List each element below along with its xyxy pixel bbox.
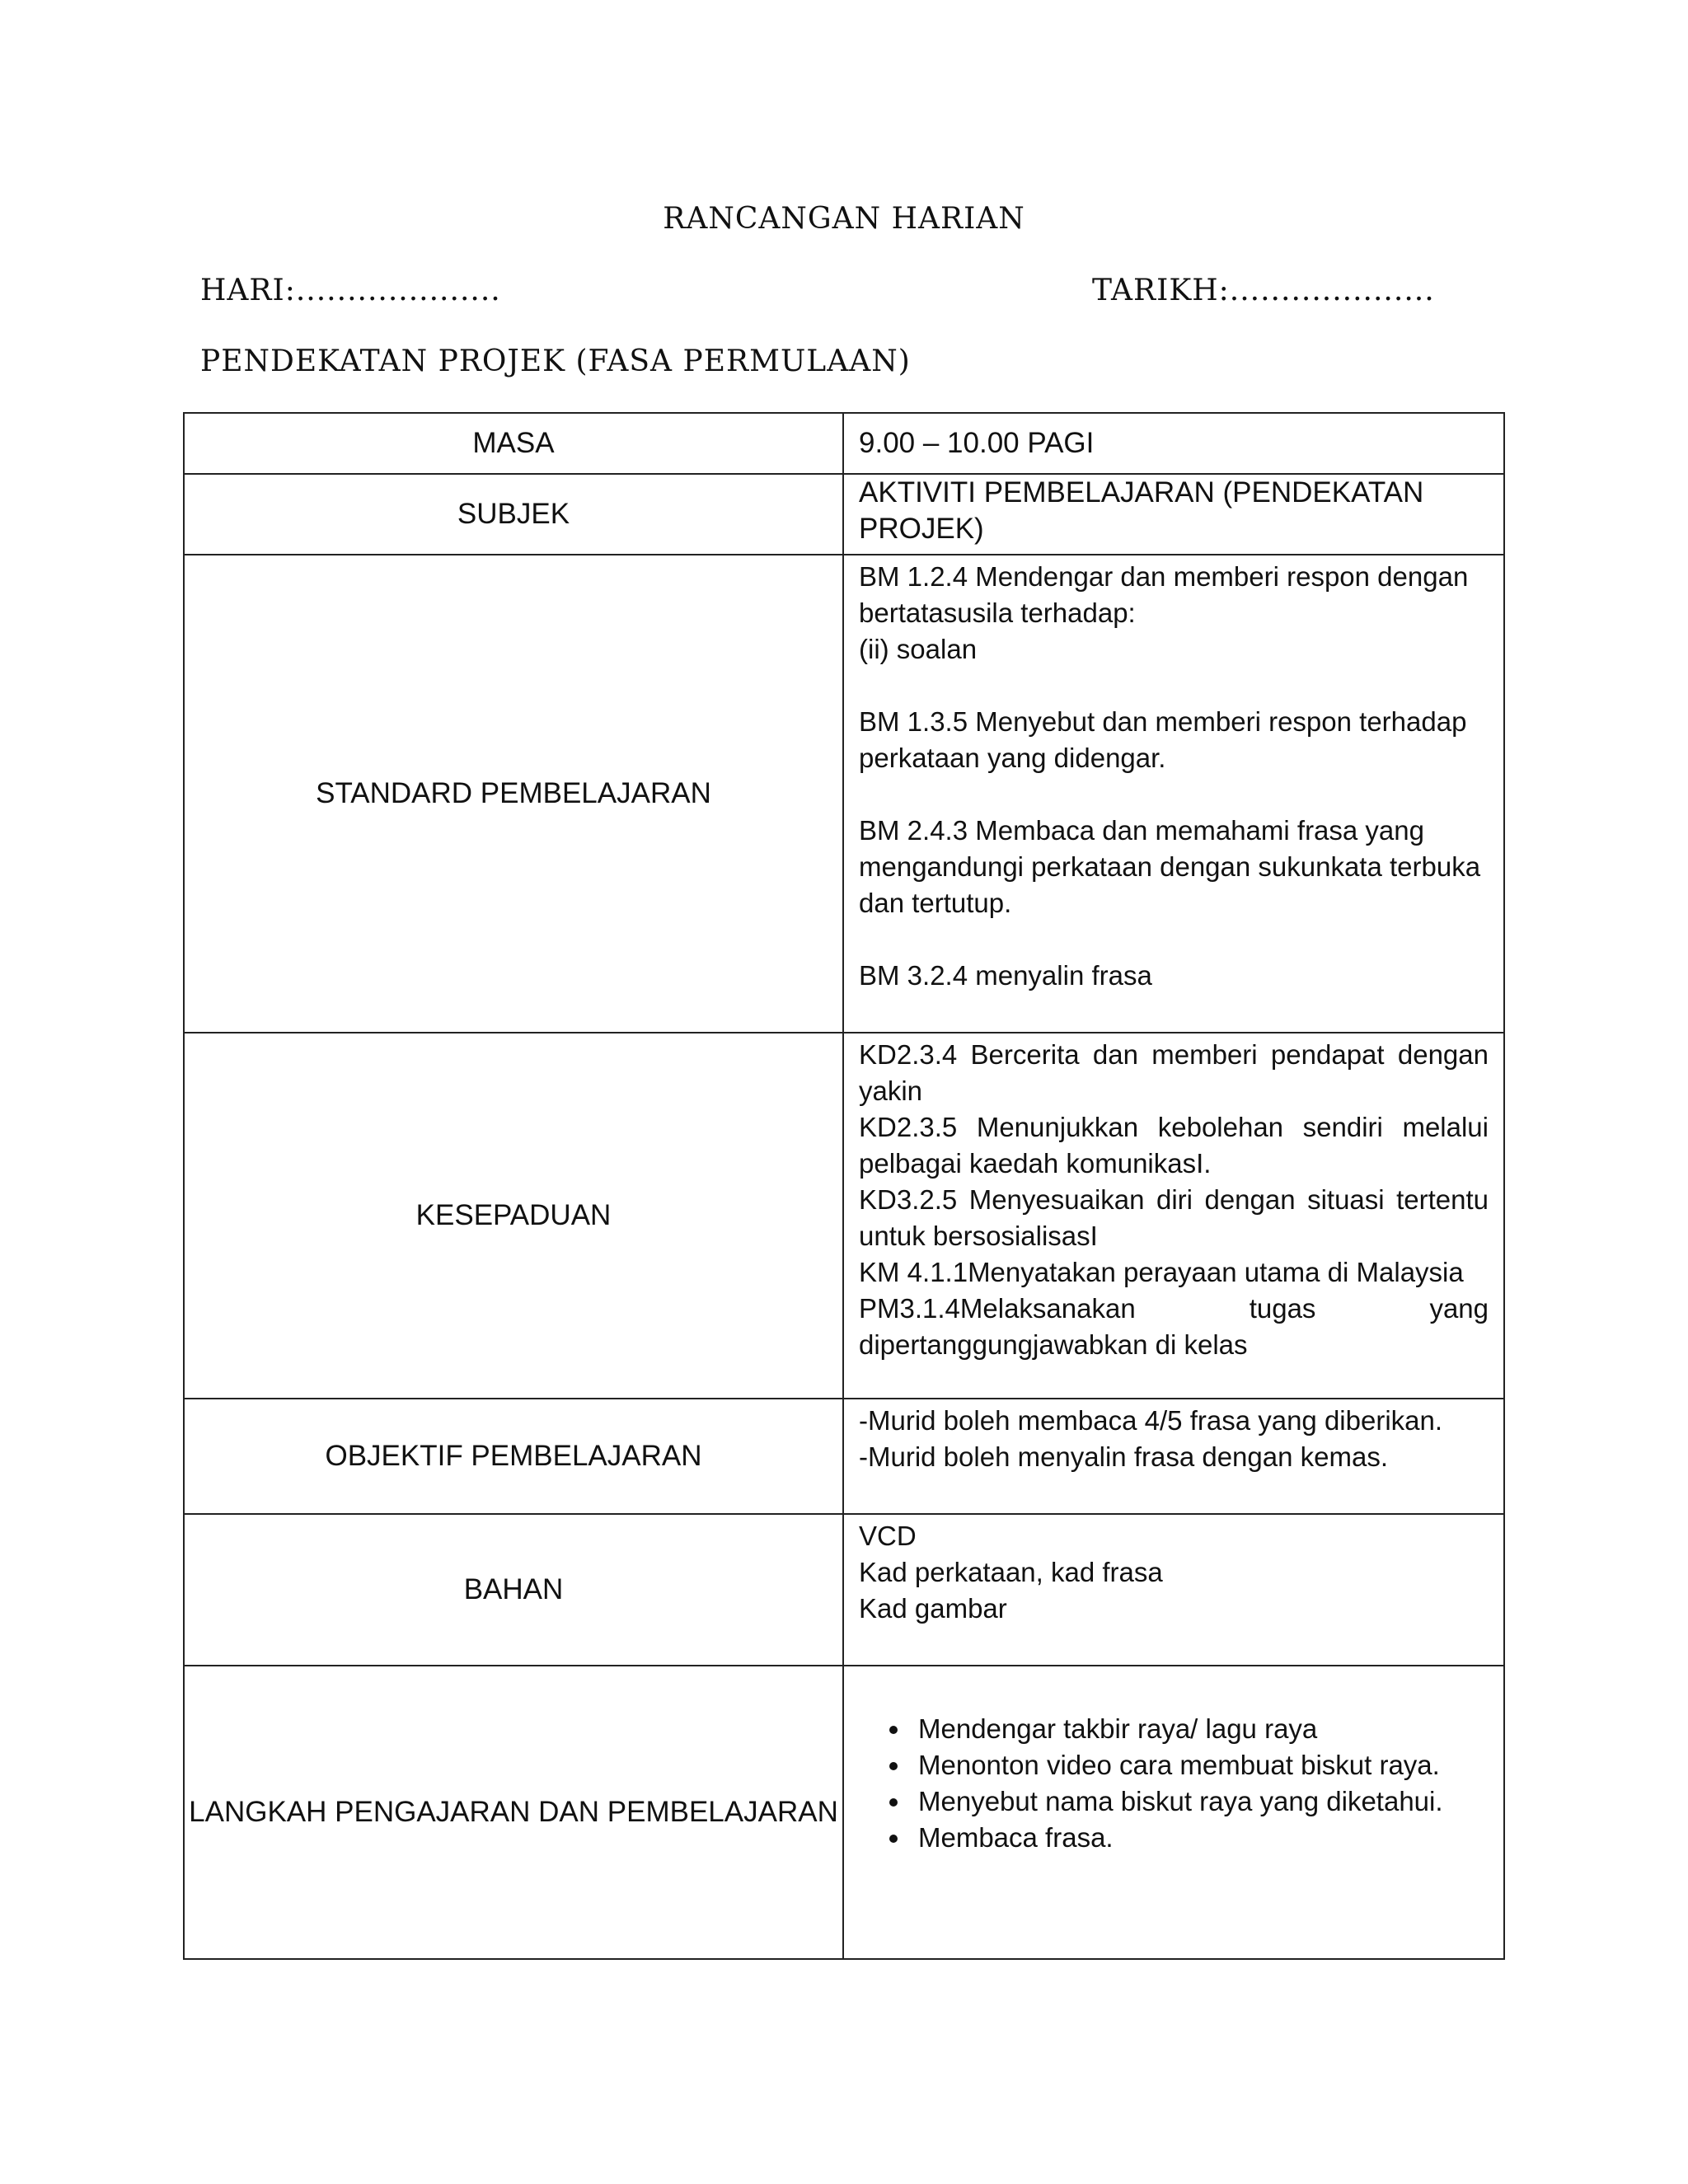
tarikh-field: TARIKH:.................... (1092, 274, 1435, 307)
langkah-label: LANGKAH PENGAJARAN DAN PEMBELAJARAN (184, 1666, 843, 1959)
kesepaduan-item: KD2.3.4 Bercerita dan memberi pendapat dengan yakin (859, 1039, 1489, 1106)
bahan-item: Kad gambar (859, 1593, 1007, 1624)
kesepaduan-item: dipertanggungjawabkan di kelas (859, 1329, 1248, 1360)
row-bahan (184, 1514, 1504, 1666)
standard-item: BM 2.4.3 Membaca dan memahami frasa yang mengandungi perkataan dengan sukunkata terbuka dan tertutup. (859, 815, 1481, 918)
kesepaduan-item: KM 4.1.1Menyatakan perayaan utama di Malaysia (859, 1257, 1464, 1287)
bahan-value (843, 1514, 1504, 1666)
objektif-label: OBJEKTIF PEMBELAJARAN (184, 1399, 843, 1514)
kesepaduan-label: KESEPADUAN (184, 1033, 843, 1399)
standard-item: BM 3.2.4 menyalin frasa (859, 960, 1152, 991)
approach-heading: PENDEKATAN PROJEK (FASA PERMULAAN) (200, 344, 911, 378)
langkah-item: • Menonton video cara membuat biskut raya. (912, 1747, 1489, 1783)
objektif-item: -Murid boleh menyalin frasa dengan kemas. (859, 1441, 1389, 1472)
langkah-value (843, 1666, 1504, 1959)
row-langkah (184, 1666, 1504, 1959)
kesepaduan-item: KD2.3.5 Menunjukkan kebolehan sendiri melalui pelbagai kaedah komunikasI. (859, 1112, 1489, 1179)
langkah-list (859, 1711, 1489, 1856)
bahan-label: BAHAN (184, 1514, 843, 1666)
objektif-value (843, 1399, 1504, 1514)
langkah-item: • Menyebut nama biskut raya yang diketahui. (912, 1783, 1489, 1820)
subjek-label: SUBJEK (184, 474, 843, 555)
standard-value (843, 555, 1504, 1033)
kesepaduan-value (843, 1033, 1504, 1399)
masa-value: 9.00 – 10.00 PAGI (843, 413, 1504, 474)
objektif-item: -Murid boleh membaca 4/5 frasa yang diberikan. (859, 1405, 1443, 1436)
row-kesepaduan (184, 1033, 1504, 1399)
hari-field: HARI:.................... (200, 274, 501, 307)
standard-label: STANDARD PEMBELAJARAN (184, 555, 843, 1033)
standard-item: (ii) soalan (859, 634, 978, 664)
langkah-item: • Mendengar takbir raya/ lagu raya (912, 1711, 1489, 1747)
row-masa (184, 413, 1504, 474)
kesepaduan-item: PM3.1.4Melaksanakan tugas yang (859, 1293, 1489, 1324)
row-subjek (184, 474, 1504, 555)
kesepaduan-item: KD3.2.5 Menyesuaikan diri dengan situasi tertentu untuk bersosialisasI (859, 1184, 1489, 1251)
row-objektif (184, 1399, 1504, 1514)
subjek-value: AKTIVITI PEMBELAJARAN (PENDEKATAN PROJEK) (843, 474, 1504, 555)
standard-item: BM 1.2.4 Mendengar dan memberi respon dengan bertatasusila terhadap: (859, 561, 1469, 628)
bahan-item: VCD (859, 1521, 917, 1551)
langkah-item: • Membaca frasa. (912, 1820, 1489, 1856)
row-standard (184, 555, 1504, 1033)
masa-label: MASA (184, 413, 843, 474)
standard-item: BM 1.3.5 Menyebut dan memberi respon terhadap perkataan yang didengar. (859, 706, 1467, 773)
document-title: RANCANGAN HARIAN (663, 202, 1025, 236)
lesson-plan-table (183, 412, 1505, 1960)
bahan-item: Kad perkataan, kad frasa (859, 1557, 1163, 1587)
